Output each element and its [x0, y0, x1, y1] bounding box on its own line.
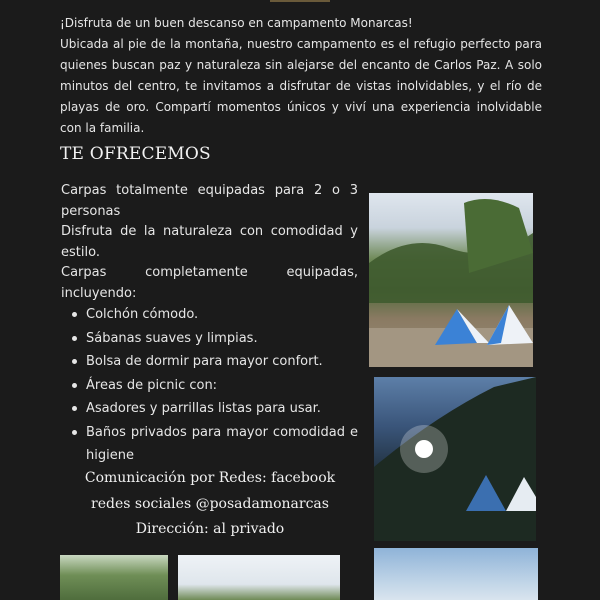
bullet-icon [72, 312, 77, 317]
bullet-icon [72, 383, 77, 388]
bullet-icon [72, 430, 77, 435]
list-item: Colchón cómodo. [70, 303, 358, 327]
intro-section [60, 13, 542, 139]
list-item: Baños privados para mayor comodidad e higiene [70, 421, 358, 468]
contact-address: Dirección: al privado [135, 521, 285, 537]
offer-nature: Disfruta de la naturaleza con comodidad y estilo. [61, 224, 358, 260]
contact-section [60, 466, 360, 543]
contact-handle: redes sociales @posadamonarcas [91, 495, 329, 512]
intro-headline: ¡Disfruta de un buen descanso en campamento Monarcas! [60, 16, 413, 30]
bullet-icon [72, 359, 77, 364]
contact-social: Comunicación por Redes: facebook [84, 470, 336, 486]
photo-landscape [178, 555, 340, 600]
list-item: Asadores y parrillas listas para usar. [70, 397, 358, 421]
list-item: Áreas de picnic con: [70, 374, 358, 398]
offers-text [61, 181, 358, 304]
photo-sky [374, 548, 538, 600]
list-item: Sábanas suaves y limpias. [70, 327, 358, 351]
offers-title: TE OFRECEMOS [60, 144, 211, 164]
offer-equipment: Carpas completamente equipadas, incluyendo: [61, 265, 358, 301]
bullet-icon [72, 406, 77, 411]
photo-trees [60, 555, 168, 600]
photo-tents-day [369, 193, 533, 367]
list-item: Bolsa de dormir para mayor confort. [70, 350, 358, 374]
intro-description: Ubicada al pie de la montaña, nuestro campamento es el refugio perfecto para quienes buscan paz y naturaleza sin alejarse del encanto de Carlos Paz. A solo minutos del centro, te invitamos a disfrutar de vistas inolvidables, y el río de playas de oro. Compartí momentos únicos y viví una experiencia inolvidable con la familia. [60, 37, 542, 135]
photo-tents-night [374, 377, 536, 541]
offer-tents: Carpas totalmente equipadas para 2 o 3 personas [61, 183, 358, 219]
amenities-list [70, 303, 358, 468]
top-decoration [270, 0, 330, 2]
bullet-icon [72, 336, 77, 341]
